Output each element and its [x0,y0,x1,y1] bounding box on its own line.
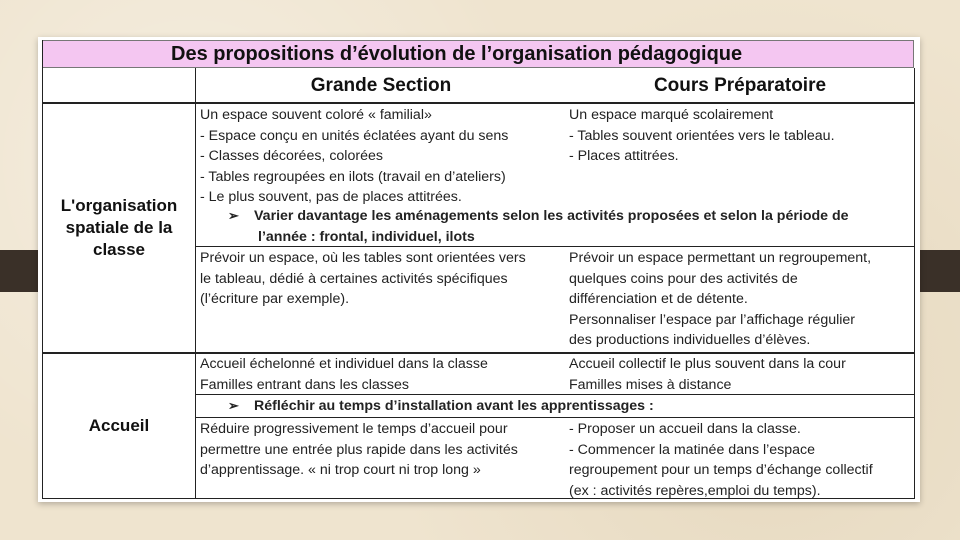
column-header-gs: Grande Section [310,75,452,96]
accueil-conclusion-text: Réfléchir au temps d’installation avant les apprentissages : [254,398,654,414]
column-header-cp: Cours Préparatoire [653,75,827,96]
spatial-gs-cell-2: Prévoir un espace, où les tables sont orientées vers le tableau, dédié à certaines activités spécifiques (l’écriture par exemple). [200,250,526,307]
decorative-band-right [918,250,960,292]
accueil-gs-cell-2: Réduire progressivement le temps d’accueil pour permettre une entrée plus rapide dans les activités d’apprentissage. « ni trop court ni trop long » [200,421,518,478]
table-title: Des propositions d’évolution de l’organisation pédagogique [42,40,914,68]
row-label-spatial [43,104,195,352]
accueil-cp-cell: Accueil collectif le plus souvent dans la cour Familles mises à distance [569,356,846,393]
accueil-gs-cell: Accueil échelonné et individuel dans la classe Familles entrant dans les classes [200,356,488,393]
arrow-bullet-icon: ➢ [228,208,239,223]
accueil-cp-cell-2: - Proposer un accueil dans la classe. - Commencer la matinée dans l’espace regroupement pour un temps d’échange collectif (ex : activités repères,emploi du temps). [569,421,873,499]
row-label-spatial-text: L'organisation spatiale de la classe [60,196,178,259]
spatial-gs-cell: Un espace souvent coloré « familial» - Espace conçu en unités éclatées ayant du sens - Classes décorées, colorées - Tables regroupées en ilots (travail en d’ateliers) - Le plus souvent, pas de places attitrées. [200,107,509,205]
spatial-conclusion-line1: Varier davantage les aménagements selon les activités proposées et selon la période de [254,208,849,224]
spatial-conclusion-line2: l’année : frontal, individuel, ilots [258,228,475,245]
arrow-bullet-icon: ➢ [228,398,239,413]
spatial-conclusion [196,205,914,247]
border-right [914,68,915,499]
table-sheet [38,37,920,502]
row-label-accueil-text: Accueil [88,416,150,435]
spatial-cp-cell: Un espace marqué scolairement - Tables souvent orientées vers le tableau. - Places attitrées. [569,107,835,164]
row-label-accueil [43,354,195,498]
spatial-cp-cell-2: Prévoir un espace permettant un regroupement, quelques coins pour des activités de différenciation et de détente. Personnaliser l’espace par l’affichage régulier des productions individuelles d’élèves. [569,250,872,348]
accueil-conclusion [196,395,914,417]
decorative-band-left [0,250,40,292]
